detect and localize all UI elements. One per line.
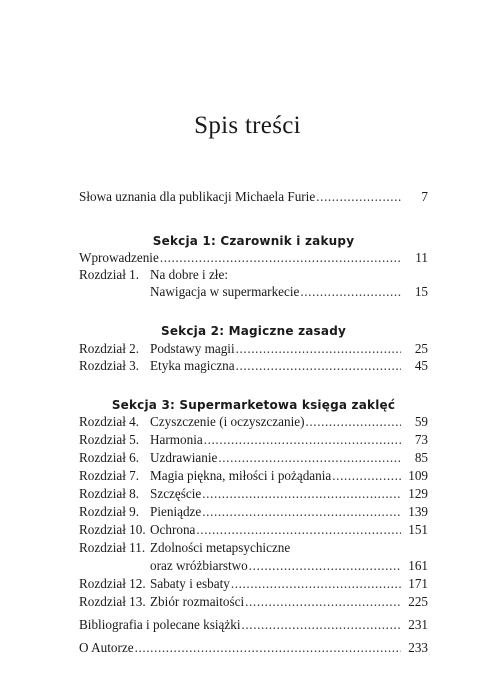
chapter-number: Rozdział 6.	[79, 450, 140, 465]
entry-page: 109	[408, 468, 428, 483]
chapter-number: Rozdział 11.	[79, 540, 146, 555]
entry-page: 171	[408, 576, 428, 591]
toc-entry[interactable]	[79, 539, 428, 557]
entry-page: 231	[408, 617, 428, 632]
entry-title: Słowa uznania dla publikacji Michaela Furie	[79, 189, 316, 204]
entry-page: 45	[414, 358, 428, 373]
entry-title: Pieniądze	[150, 504, 202, 519]
chapter-number: Rozdział 7.	[79, 468, 140, 483]
section-heading: Sekcja 3: Supermarketowa księga zaklęć	[111, 398, 396, 412]
chapter-number: Rozdział 5.	[79, 432, 140, 447]
toc-entry[interactable]	[79, 485, 428, 503]
entry-title: Zbiór rozmaitości	[150, 594, 245, 609]
entry-page: 139	[408, 504, 428, 519]
entry-title: Czyszczenie (i oczyszczanie)	[150, 414, 305, 429]
entry-title: Magia piękna, miłości i pożądania	[150, 468, 332, 483]
entry-title: Bibliografia i polecane książki	[79, 617, 241, 632]
chapter-number: Rozdział 8.	[79, 486, 140, 501]
entry-title: Etyka magiczna	[150, 358, 235, 373]
entry-title: Szczęście	[150, 486, 202, 501]
entry-title: Podstawy magii	[150, 341, 235, 356]
entry-title: Uzdrawianie	[150, 450, 218, 465]
toc-entry[interactable]	[79, 616, 428, 634]
entry-page: 225	[408, 594, 428, 609]
entry-page: 151	[408, 522, 428, 537]
entry-title: Harmonia	[150, 432, 203, 447]
entry-title: Ochrona	[150, 522, 196, 537]
toc-entry[interactable]	[79, 639, 428, 657]
toc-entry[interactable]	[79, 521, 428, 539]
section-heading: Sekcja 1: Czarownik i zakupy	[152, 234, 355, 248]
toc-entry-continuation[interactable]	[79, 283, 428, 301]
entry-title: oraz wróżbiarstwo	[150, 558, 248, 573]
toc-entry[interactable]	[79, 266, 428, 284]
entry-page: 11	[415, 250, 428, 265]
toc-entry[interactable]	[79, 503, 428, 521]
chapter-number: Rozdział 1.	[79, 267, 140, 282]
toc-entry[interactable]	[79, 467, 428, 485]
toc-entry[interactable]	[79, 575, 428, 593]
entry-page: 59	[414, 414, 428, 429]
entry-page: 73	[414, 432, 428, 447]
entry-title: Wprowadzenie	[79, 250, 159, 265]
toc-entry[interactable]	[79, 413, 428, 431]
entry-page: 7	[421, 189, 428, 204]
entry-title: Zdolności metapsychiczne	[150, 540, 291, 555]
toc-entry[interactable]	[79, 188, 428, 206]
chapter-number: Rozdział 9.	[79, 504, 140, 519]
toc-entry[interactable]	[79, 249, 428, 267]
page-title: Spis treści	[194, 112, 301, 139]
entry-page: 85	[414, 450, 428, 465]
entry-page: 25	[414, 341, 428, 356]
entry-page: 15	[414, 284, 428, 299]
chapter-number: Rozdział 10.	[79, 522, 146, 537]
entry-title: Na dobre i złe:	[150, 267, 228, 282]
section-heading: Sekcja 2: Magiczne zasady	[160, 324, 347, 338]
toc-entry[interactable]	[79, 593, 428, 611]
entry-page: 129	[408, 486, 428, 501]
toc-entry[interactable]	[79, 357, 428, 375]
entry-page: 161	[408, 558, 428, 573]
chapter-number: Rozdział 3.	[79, 358, 140, 373]
entry-title: O Autorze	[79, 640, 134, 655]
toc-entry[interactable]	[79, 449, 428, 467]
chapter-number: Rozdział 2.	[79, 341, 140, 356]
toc-entry[interactable]	[79, 340, 428, 358]
entry-title: Sabaty i esbaty	[150, 576, 230, 591]
chapter-number: Rozdział 12.	[79, 576, 146, 591]
entry-page: 233	[408, 640, 428, 655]
chapter-number: Rozdział 4.	[79, 414, 140, 429]
toc-entry-continuation[interactable]	[79, 557, 428, 575]
chapter-number: Rozdział 13.	[79, 594, 146, 609]
toc-entry[interactable]	[79, 431, 428, 449]
entry-title: Nawigacja w supermarkecie	[150, 284, 300, 299]
